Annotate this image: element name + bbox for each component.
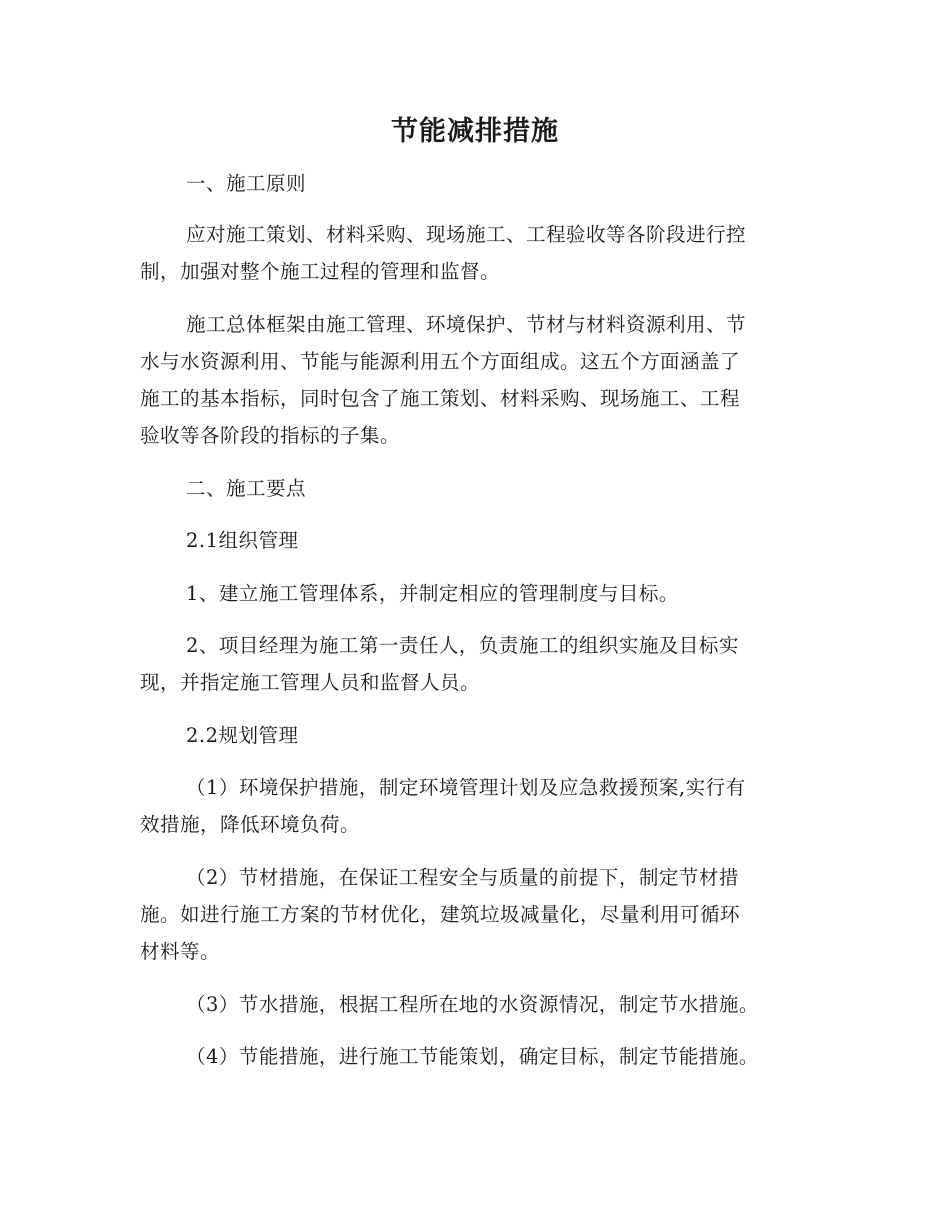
measure-2-line-1: （2）节材措施，在保证工程安全与质量的前提下，制定节材措: [186, 866, 739, 889]
measure-1-line-1: （1）环境保护措施，制定环境管理计划及应急救援预案,实行有: [186, 776, 746, 799]
subsection-2-2-heading: 2.2规划管理: [186, 724, 299, 747]
measure-2-line-3: 材料等。: [140, 940, 221, 963]
paragraph-2-line-2: 水与水资源利用、节能与能源利用五个方面组成。这五个方面涵盖了: [140, 350, 741, 373]
paragraph-2-line-3: 施工的基本指标，同时包含了施工策划、材料采购、现场施工、工程: [140, 387, 741, 410]
list-item-2-line-2: 现，并指定施工管理人员和监督人员。: [140, 671, 481, 694]
measure-4: （4）节能措施，进行施工节能策划，确定目标，制定节能措施。: [186, 1045, 759, 1068]
subsection-2-1-heading: 2.1组织管理: [186, 529, 299, 552]
paragraph-1-line-2: 制，加强对整个施工过程的管理和监督。: [140, 260, 501, 283]
measure-2: [140, 859, 800, 970]
paragraph-2-line-1: 施工总体框架由施工管理、环境保护、节材与材料资源利用、节: [186, 313, 747, 336]
list-item-2: [140, 627, 800, 701]
section2-heading: 二、施工要点: [186, 477, 307, 500]
list-item-2-line-1: 2、项目经理为施工第一责任人，负责施工的组织实施及目标实: [186, 634, 739, 657]
document-title: 节能减排措施: [391, 116, 559, 147]
paragraph-1: [140, 216, 800, 290]
measure-3: （3）节水措施，根据工程所在地的水资源情况，制定节水措施。: [186, 993, 759, 1016]
measure-1: [140, 769, 800, 843]
section1-heading: 一、施工原则: [186, 172, 307, 195]
list-item-1: 1、建立施工管理体系，并制定相应的管理制度与目标。: [186, 582, 679, 605]
paragraph-2: [140, 306, 800, 454]
paragraph-2-line-4: 验收等各阶段的指标的子集。: [140, 424, 401, 447]
paragraph-1-line-1: 应对施工策划、材料采购、现场施工、工程验收等各阶段进行控: [186, 223, 747, 246]
measure-1-line-2: 效措施，降低环境负荷。: [140, 813, 361, 836]
measure-2-line-2: 施。如进行施工方案的节材优化，建筑垃圾减量化，尽量利用可循环: [140, 903, 741, 926]
